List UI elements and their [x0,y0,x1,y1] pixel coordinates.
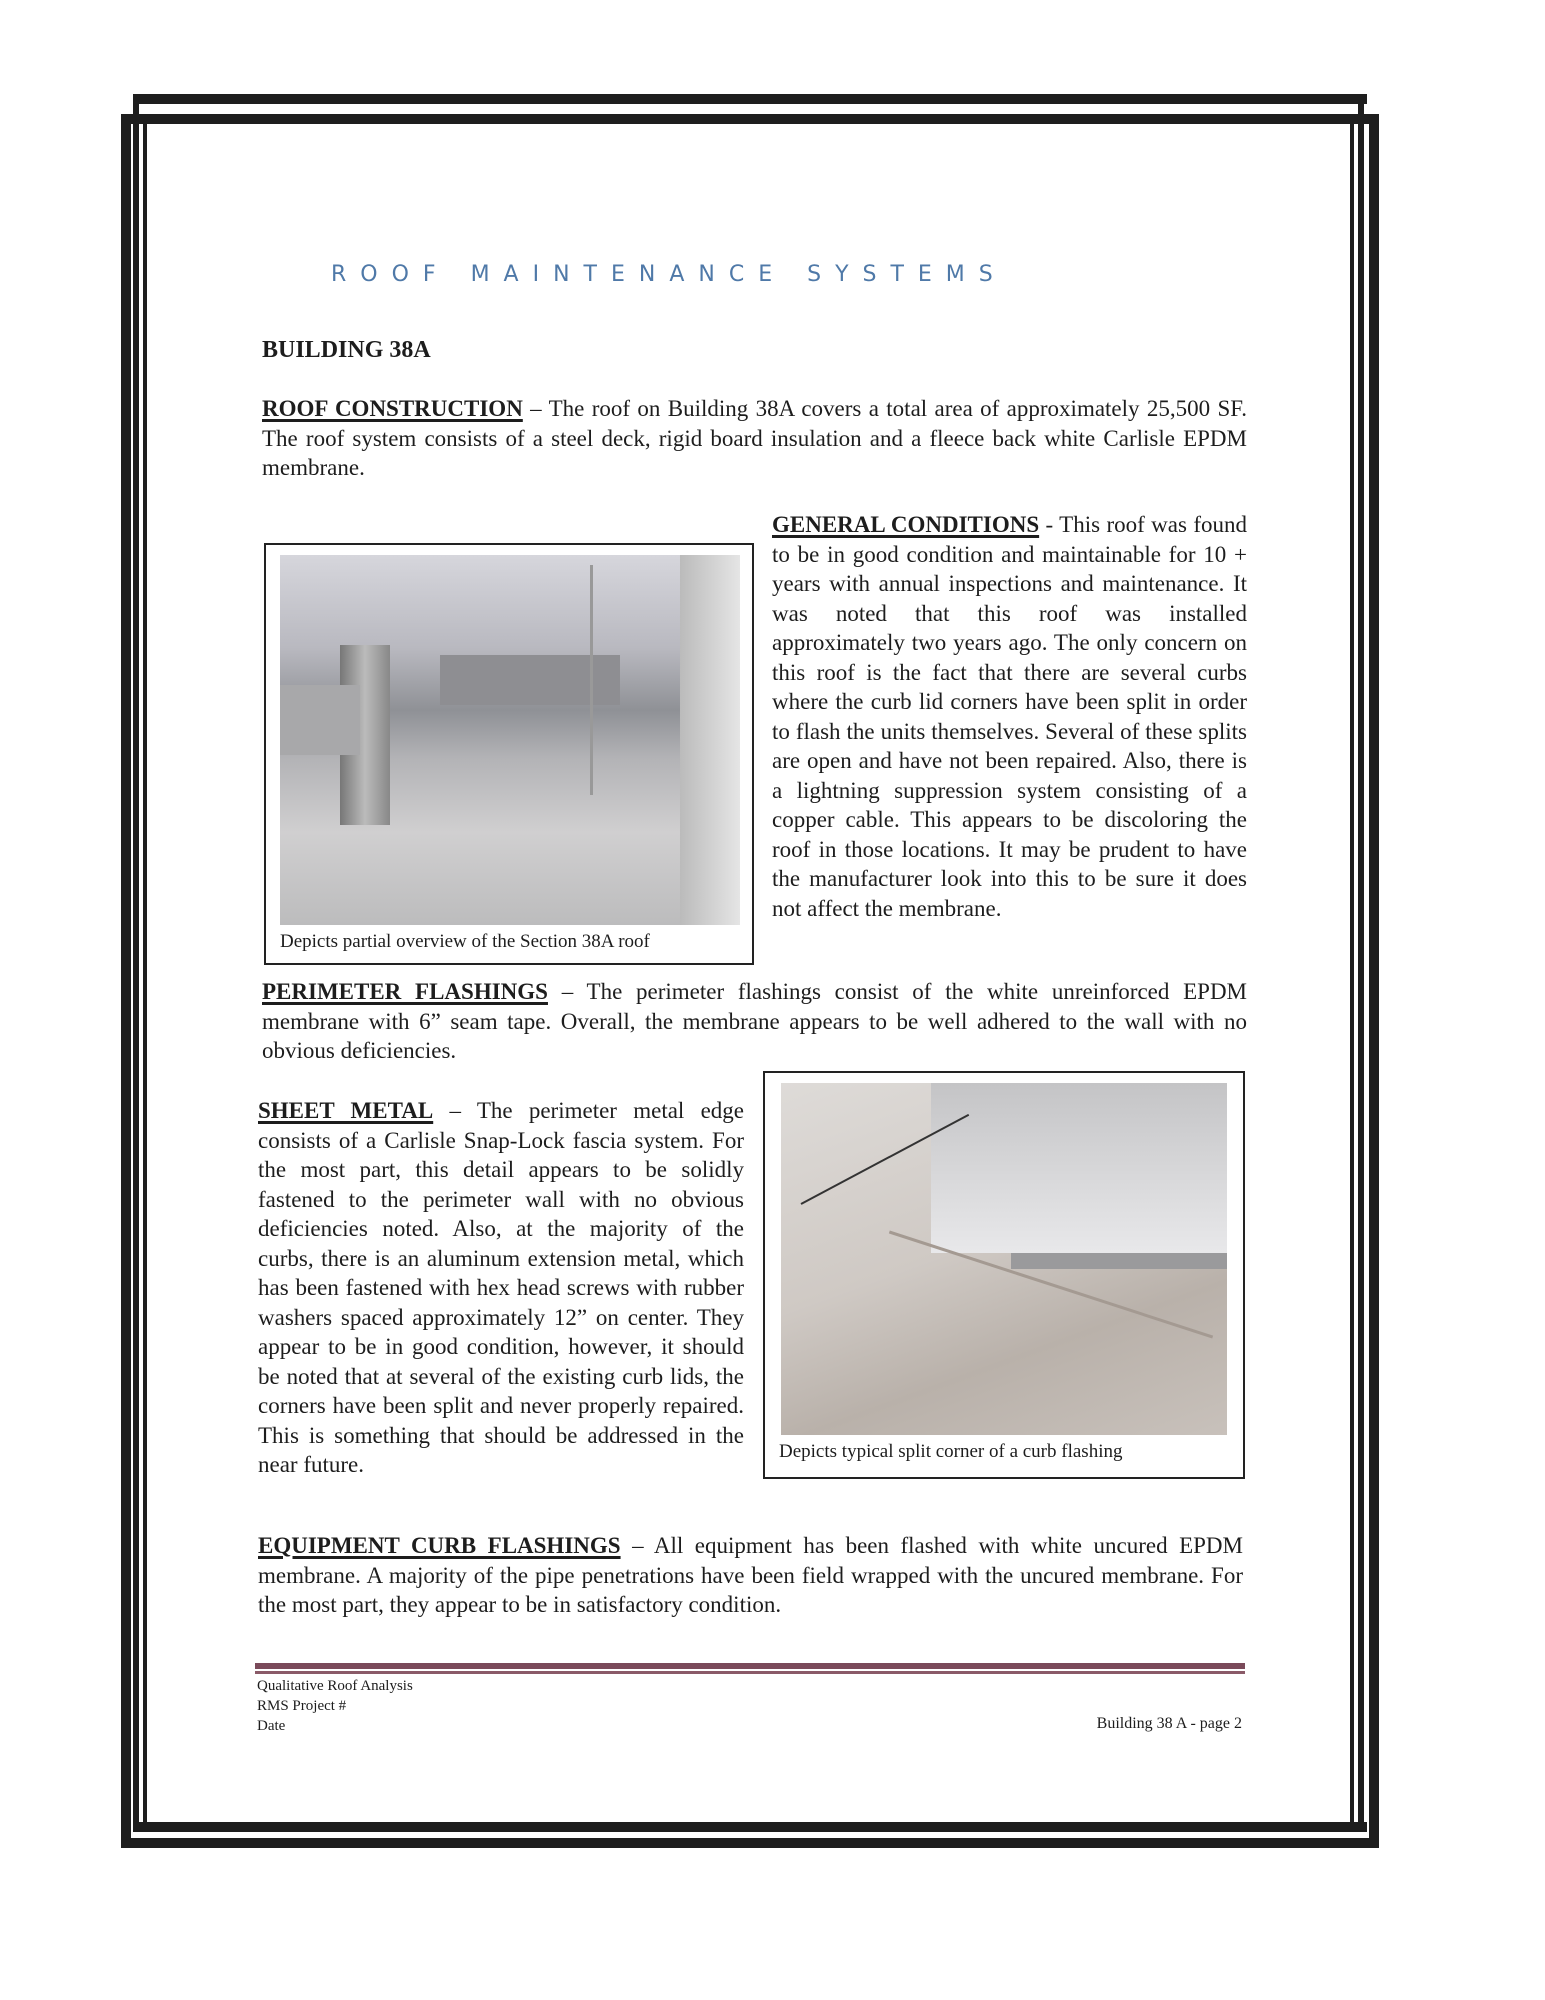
section-sheet-metal [258,1096,744,1480]
section-roof-construction [262,394,1247,483]
heading-roof-construction: ROOF CONSTRUCTION [262,396,523,421]
footer-project-number: RMS Project # [257,1698,347,1714]
curb-corner-photo [781,1083,1227,1435]
photo-figure-1 [264,543,754,965]
body-roof-construction: – The roof on Building 38A covers a total area of approximately 25,500 SF. The roof system consists of a steel deck, rigid board insulation and a fleece back white Carlisle EPDM membrane. [262,396,1247,480]
footer-date: Date [257,1718,286,1734]
heading-perimeter-flashings: PERIMETER FLASHINGS [262,979,548,1004]
body-equipment-curb-flashings: – All equipment has been flashed with white uncured EPDM membrane. A majority of the pipe penetrations have been field wrapped with the uncured membrane. For the most part, they appear to be in satisfactory condition. [258,1533,1243,1617]
body-general-conditions: - This roof was found to be in good condition and maintainable for 10 + years with annual inspections and maintenance. It was noted that this roof was installed approximately two years ago. The only concern on this roof is the fact that there are several curbs where the curb lid corners have been split in order to flash the units themselves. Several of these splits are open and have not been repaired. Also, there is a lightning suppression system consisting of a copper cable. This appears to be discoloring the roof in those locations. It may be prudent to have the manufacturer look into this to be sure it does not affect the membrane. [772,512,1247,921]
brand-header: ROOF MAINTENANCE SYSTEMS [331,262,1007,287]
photo-caption-2: Depicts typical split corner of a curb flashing [779,1441,1123,1462]
footer-rule [255,1663,1245,1671]
footer-page-number: Building 38 A - page 2 [1096,1715,1242,1732]
section-general-conditions [772,510,1247,923]
footer-report-name: Qualitative Roof Analysis [257,1678,413,1694]
body-sheet-metal: – The perimeter metal edge consists of a Carlisle Snap-Lock fascia system. For the most part, this detail appears to be solidly fastened to the perimeter wall with no obvious deficiencies noted. Also, at the majority of the curbs, there is an aluminum extension metal, which has been fastened with hex head screws with rubber washers spaced approximately 12” on center. They appear to be in good condition, however, it should be noted that at several of the existing curb lids, the corners have been split and never properly repaired. This is something that should be addressed in the near future. [258,1098,744,1477]
body-perimeter-flashings: – The perimeter flashings consist of the white unreinforced EPDM membrane with 6” seam tape. Overall, the membrane appears to be well adhered to the wall with no obvious deficiencies. [262,979,1248,1063]
photo-caption-1: Depicts partial overview of the Section 38A roof [280,931,650,952]
roof-overview-photo [280,555,740,925]
photo-figure-2 [763,1071,1245,1479]
page-title: BUILDING 38A [262,337,431,363]
heading-general-conditions: GENERAL CONDITIONS [772,512,1040,537]
section-equipment-curb-flashings [258,1531,1243,1620]
section-perimeter-flashings [262,977,1247,1066]
heading-equipment-curb-flashings: EQUIPMENT CURB FLASHINGS [258,1533,621,1558]
heading-sheet-metal: SHEET METAL [258,1098,434,1123]
